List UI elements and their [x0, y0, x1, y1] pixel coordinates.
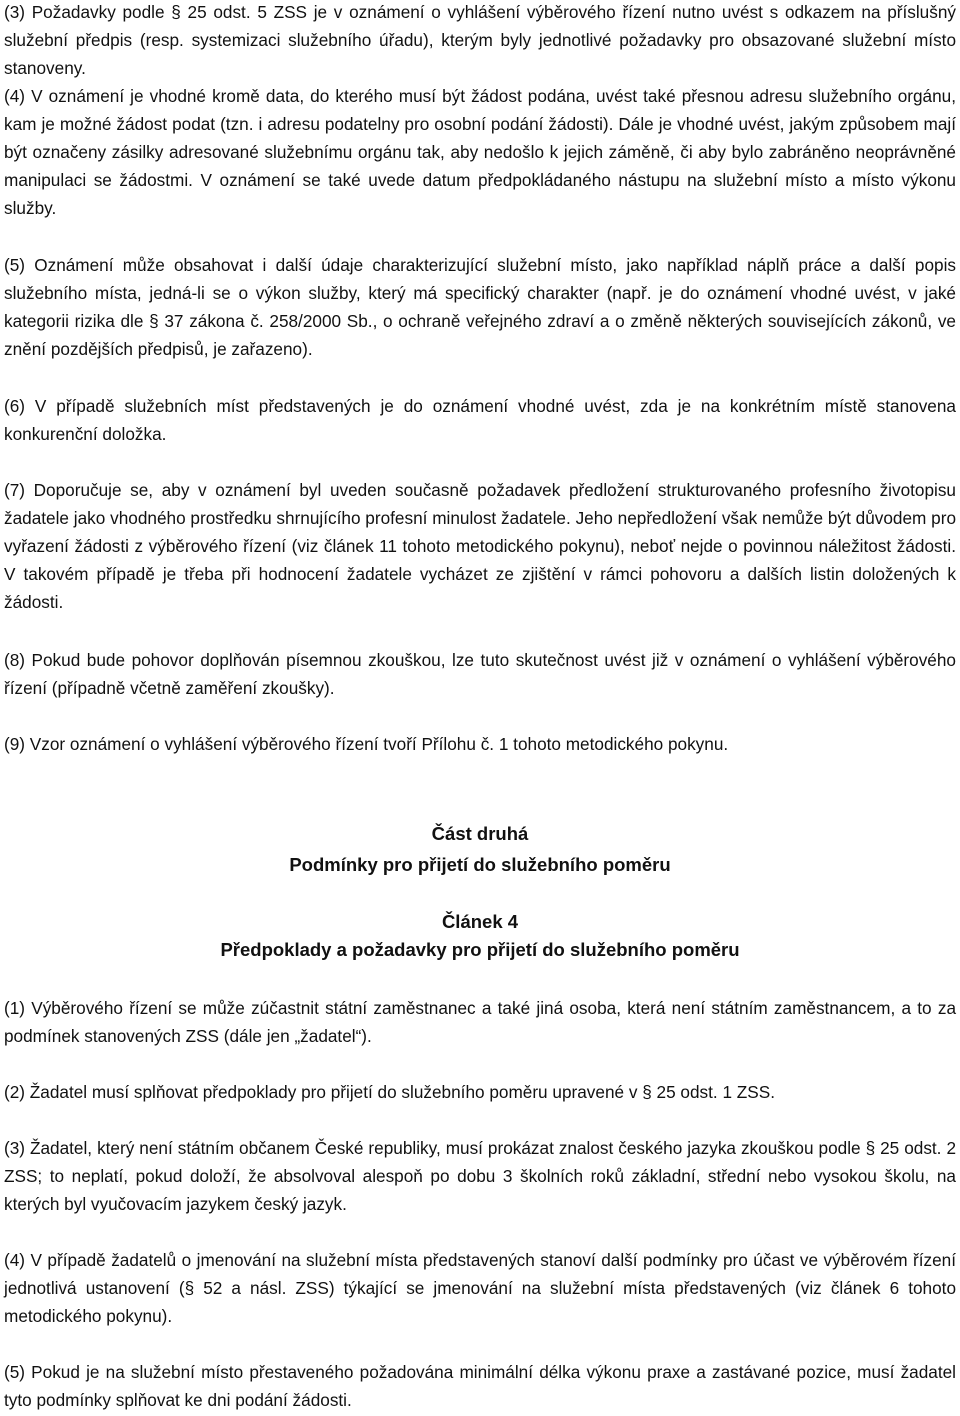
- paragraph-8-written-exam: (8) Pokud bude pohovor doplňován písemnou zkouškou, lze tuto skutečnost uvést již v oznámení o vyhlášení výběrového řízení (případně včetně zaměření zkoušky).: [4, 650, 956, 698]
- article4-paragraph-3: (3) Žadatel, který není státním občanem České republiky, musí prokázat znalost českého jazyka zkouškou podle § 25 odst. 2 ZSS; to neplatí, pokud doloží, že absolvoval alespoň po dobu 3 školních roků základní, střední nebo vysokou školu, na kterých byl vyučovacím jazykem český jazyk.: [4, 1138, 956, 1214]
- paragraph-7-cv-requirement: (7) Doporučuje se, aby v oznámení byl uveden současně požadavek předložení strukturovaného profesního životopisu žadatele jako vhodného prostředku shrnujícího profesní minulost žadatele. Jeho nepředložení však nemůže být důvodem pro vyřazení žádosti z výběrového řízení (viz článek 11 tohoto metodického pokynu), neboť nejde o povinnou náležitost žádosti. V takovém případě je třeba při hodnocení žadatele vycházet ze zjištění v rámci pohovoru a dalších listin doložených k žádosti.: [4, 480, 956, 612]
- article4-paragraph-2: (2) Žadatel musí splňovat předpoklady pro přijetí do služebního poměru upravené v § 25 odst. 1 ZSS.: [4, 1082, 776, 1102]
- part-subtitle: Podmínky pro přijetí do služebního poměru: [289, 854, 671, 875]
- paragraph-6-competition-clause: (6) V případě služebních míst představených je do oznámení vhodné uvést, zda je na konkrétním místě stanovena konkurenční doložka.: [4, 396, 956, 444]
- paragraph-9-template: (9) Vzor oznámení o vyhlášení výběrového řízení tvoří Přílohu č. 1 tohoto metodického pokynu.: [4, 734, 729, 754]
- article4-paragraph-1: (1) Výběrového řízení se může zúčastnit státní zaměstnanec a také jiná osoba, která není státním zaměstnancem, a to za podmínek stanovených ZSS (dále jen „žadatel“).: [4, 998, 956, 1046]
- paragraph-5-additional-info: (5) Oznámení může obsahovat i další údaje charakterizující služební místo, jako například náplň práce a další popis služebního místa, jedná-li se o výkon služby, který má specifický charakter (např. je do oznámení vhodné uvést, v jaké kategorii rizika dle § 37 zákona č. 258/2000 Sb., o ochraně veřejného zdraví a o změně některých souvisejících zákonů, ve znění pozdějších předpisů, je zařazeno).: [4, 255, 956, 359]
- paragraph-4-submission-address: (4) V oznámení je vhodné kromě data, do kterého musí být žádost podána, uvést také přesnou adresu služebního orgánu, kam je možné žádost podat (tzn. i adresu podatelny pro osobní podání žádosti). Dále je vhodné uvést, jakým způsobem mají být označeny zásilky adresované služebnímu orgánu tak, aby nedošlo k jejich záměně, či aby bylo zabráněno neoprávněné manipulaci se žádostmi. V oznámení se také uvede datum předpokládaného nástupu na služební místo a místo výkonu služby.: [4, 86, 956, 218]
- article-title: Předpoklady a požadavky pro přijetí do služebního poměru: [220, 939, 740, 960]
- article-number: Článek 4: [441, 911, 519, 932]
- paragraph-3-requirements: (3) Požadavky podle § 25 odst. 5 ZSS je v oznámení o vyhlášení výběrového řízení nutno uvést s odkazem na příslušný služební předpis (resp. systemizaci služebního úřadu), kterým byly jednotlivé požadavky pro obsazované služební místo stanoveny.: [4, 2, 956, 78]
- article4-paragraph-4: (4) V případě žadatelů o jmenování na služební místa představených stanoví další podmínky pro účast ve výběrovém řízení jednotlivá ustanovení (§ 52 a násl. ZSS) týkající se jmenování na služební místa představených (viz článek 6 tohoto metodického pokynu).: [4, 1250, 956, 1326]
- part-title: Část druhá: [431, 823, 529, 844]
- article4-paragraph-5: (5) Pokud je na služební místo přestaveného požadována minimální délka výkonu praxe a zastávané pozice, musí žadatel tyto podmínky splňovat ke dni podání žádosti.: [4, 1362, 956, 1410]
